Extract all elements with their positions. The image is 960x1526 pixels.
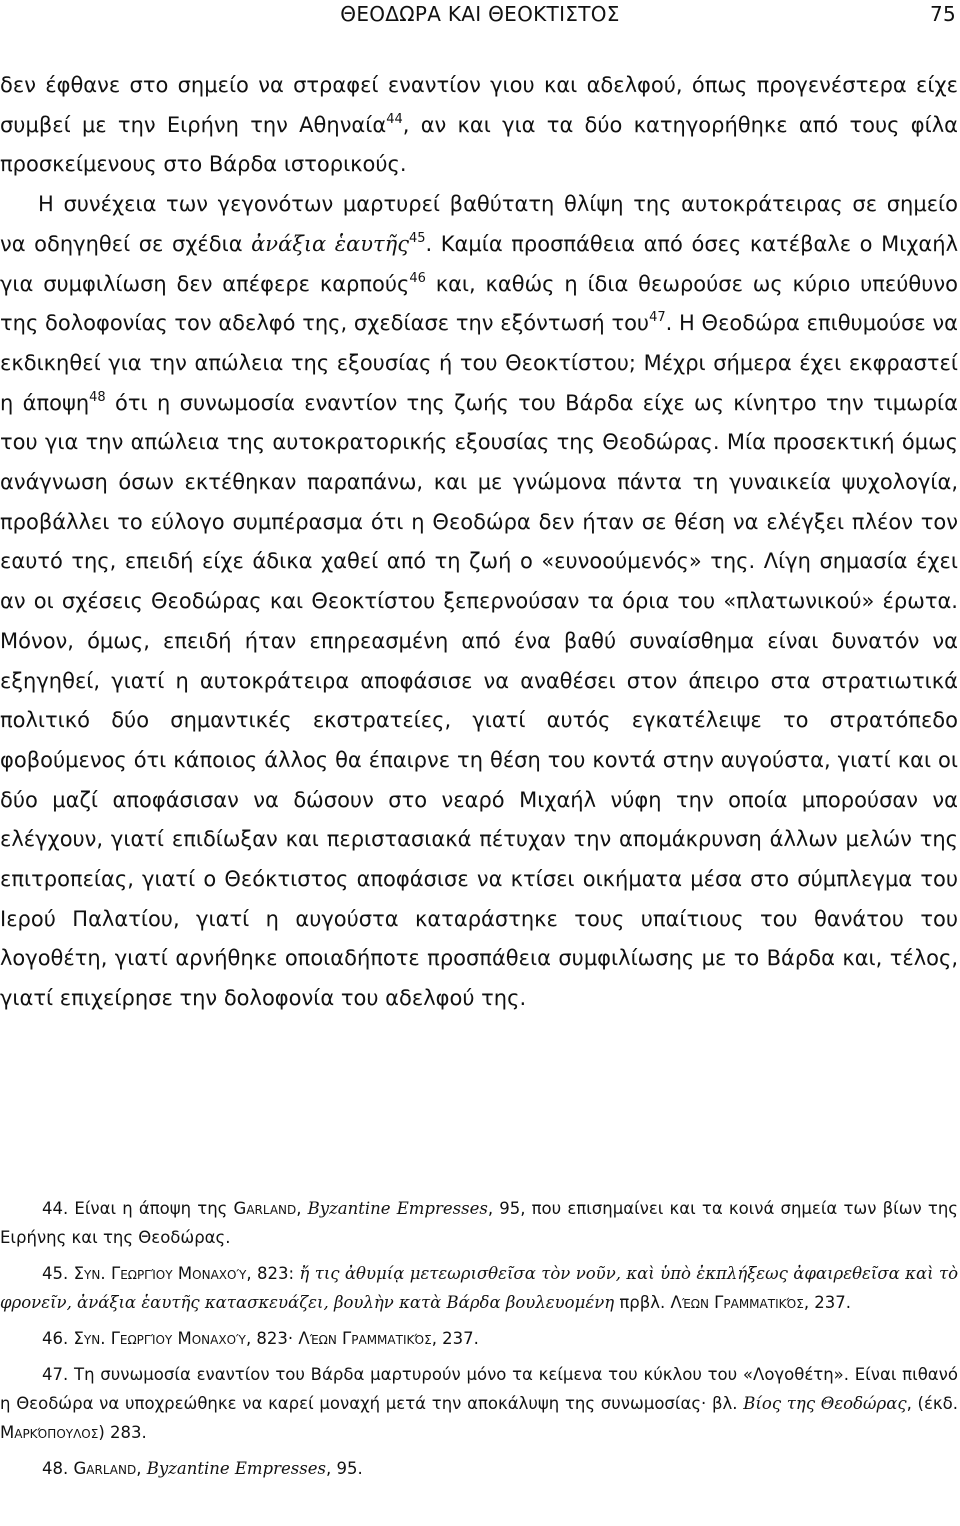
footnote-46 bbox=[0, 1324, 958, 1353]
footnote-number: 46. bbox=[42, 1329, 69, 1348]
footnote-number: 44. bbox=[42, 1199, 69, 1218]
footnote-44 bbox=[0, 1194, 958, 1252]
author-name: Γεωργίου Μοναχού bbox=[111, 1264, 247, 1283]
paragraph-1 bbox=[0, 66, 958, 185]
footnote-48 bbox=[0, 1454, 958, 1483]
text-span: Είναι η άποψη της bbox=[68, 1199, 234, 1218]
text-span: , 95. bbox=[325, 1459, 363, 1478]
author-name: Λέων Γραμματικός bbox=[670, 1293, 804, 1312]
author-name: Λέων Γραμματικός bbox=[298, 1329, 432, 1348]
page-header bbox=[0, 0, 960, 30]
footnote-47 bbox=[0, 1360, 958, 1447]
greek-quote: ἀνάξια ἑαυτῆς bbox=[251, 231, 409, 256]
text-span: , αν και για τα δύο κατηγορήθηκε από τους φίλα προσκείμενους στο Βάρδα ιστορικούς. bbox=[0, 112, 958, 177]
text-span: , bbox=[296, 1199, 308, 1218]
author-name: Γεωργίου Μοναχού bbox=[110, 1329, 246, 1348]
author-name: Μαρκόπουλος bbox=[0, 1423, 99, 1442]
text-span: , 237. bbox=[803, 1293, 852, 1312]
text-span: ότι η συνωμοσία εναντίον της ζωής του Βάρδα είχε ως κίνητρο την τιμωρία του για την απώλεια της αυτοκρατορικής εξουσίας της Θεοδώρας. Μία προσεκτική όμως ανάγνωση όσων εκτέθηκαν παραπάνω, και με γνώμονα πάντα τη γυναικεία ψυχολογία, προβάλλει το εύλογο συμπέρασμα ότι η Θεοδώρα δεν ήταν σε θέση να ελέγξει πλέον τον εαυτό της, επειδή είχε άδικα χαθεί από τη ζωή ο «ευνοούμενός» της. Λίγη σημασία έχει αν οι σχέσεις Θεοδώρας και Θεοκτίστου ξεπερνούσαν τα όρια του «πλατωνικού» έρωτα. Μόνον, όμως, επειδή ήταν επηρεασμένη από ένα βαθύ συναίσθημα είναι δυνατόν να εξηγηθεί, γιατί η αυτοκράτειρα αποφάσισε να αναθέσει στον άπειρο στα στρατιωτικά πολιτικό δύο σημαντικές εκστρατείες, γιατί αυτός εγκατέλειψε το στρατόπεδο φοβούμενος ότι κάποιος άλλος θα έπαιρνε τη θέση του κοντά στην αυγούστα, γιατί και οι δύο μαζί αποφάσισαν να δώσουν στο νεαρό Μιχαήλ νύφη την οποία μπορούσαν να ελέγχουν, γιατί επιδίωξαν και περιστασιακά πέτυχαν την απομάκρυνση άλλων μελών της επιτροπείας, γιατί ο Θεόκτιστος αποφάσισε να κτίσει οικήματα μέσα στο σύμπλεγμα του Ιερού Παλατίου, γιατί η αυγούστα καταράστηκε τους υπαίτιους του θανάτου του λογοθέτη, γιατί αρνήθηκε οποιαδήποτε προσπάθεια συμφιλίωσης με το Βάρδα και, τέλος, γιατί επιχείρησε την δολοφονία του αδελφού της. bbox=[0, 390, 958, 1011]
text-span: , bbox=[136, 1459, 147, 1478]
footnote-number: 47. bbox=[42, 1365, 69, 1384]
running-title: ΘΕΟΔΩΡΑ ΚΑΙ ΘΕΟΚΤΙΣΤΟΣ bbox=[340, 2, 620, 26]
footnote-45 bbox=[0, 1259, 958, 1317]
text-span: Η συνέχεια των γεγονότων μαρτυρεί βαθύτατη θλίψη της αυτοκράτειρας σε σημείο να οδηγηθεί σε σχέδια bbox=[0, 192, 958, 256]
book-title: Βίος της Θεοδώρας bbox=[743, 1394, 907, 1413]
text-span: , 237. bbox=[431, 1329, 479, 1348]
text-span: , 823· bbox=[245, 1329, 299, 1348]
footnote-ref-47: 47 bbox=[649, 310, 666, 326]
footnote-ref-46: 46 bbox=[409, 270, 426, 286]
book-title: Byzantine Empresses bbox=[146, 1459, 326, 1478]
text-span: ) 283. bbox=[98, 1423, 147, 1442]
text-span: Τη συνωμοσία εναντίον του Βάρδα μαρτυρούν μόνο τα κείμενα του κύκλου του «Λογοθέτη». Είναι πιθανό η Θεοδώρα να υποχρεώθηκε να καρεί μοναχή μετά την αποκάλυψη της συνωμοσίας· βλ. bbox=[0, 1365, 958, 1413]
footnote-number: 45. bbox=[42, 1264, 69, 1283]
footnote-number: 48. bbox=[42, 1459, 69, 1478]
book-title: Byzantine Empresses bbox=[307, 1199, 488, 1218]
main-text bbox=[0, 66, 958, 1019]
text-span: Συν. bbox=[68, 1329, 111, 1348]
paragraph-2 bbox=[0, 185, 958, 1019]
page-number: 75 bbox=[929, 2, 956, 26]
footnotes bbox=[0, 1194, 958, 1490]
text-span: . Καμία προσπάθεια από όσες κατέβαλε ο Μιχαήλ για συμφιλίωση δεν απέφερε καρπούς bbox=[0, 231, 959, 296]
text-span: πρβλ. bbox=[614, 1293, 671, 1312]
footnote-ref-44: 44 bbox=[386, 111, 403, 127]
text-span: , 823: bbox=[246, 1264, 300, 1283]
text-span: δεν έφθανε στο σημείο να στραφεί εναντίον γιου και αδελφού, όπως προγενέστερα είχε συμβεί με την Ειρήνη την Αθηναία bbox=[0, 73, 958, 137]
footnote-ref-48: 48 bbox=[89, 389, 106, 405]
author-name: Garland bbox=[68, 1459, 137, 1478]
text-span: , 95, που επισημαίνει και τα κοινά σημεία των βίων της Ειρήνης και της Θεοδώρας. bbox=[0, 1199, 958, 1247]
footnote-ref-45: 45 bbox=[408, 230, 426, 246]
text-span: Συν. bbox=[68, 1264, 111, 1283]
author-name: Garland bbox=[233, 1199, 297, 1218]
text-span: και, καθώς η ίδια θεωρούσε ως κύριο υπεύθυνο της δολοφονίας τον αδελφό της, σχεδίασε την εξόντωσή του bbox=[0, 271, 958, 336]
greek-quote: ἤ τις ἀθυμίᾳ μετεωρισθεῖσα τὸν νοῦν, καὶ ὑπὸ ἐκπλήξεως ἀφαιρεθεῖσα καὶ τὸ φρονεῖν, ἀνάξια ἑαυτῆς κατασκευάζει, βουλὴν κατὰ Βάρδα βουλευομένη bbox=[0, 1264, 959, 1312]
text-span: . Η Θεοδώρα επιθυμούσε να εκδικηθεί για την απώλεια της εξουσίας ή του Θεοκτίστου; Μέχρι σήμερα έχει εκφραστεί η άποψη bbox=[0, 311, 958, 415]
text-span: , (έκδ. bbox=[906, 1394, 958, 1413]
